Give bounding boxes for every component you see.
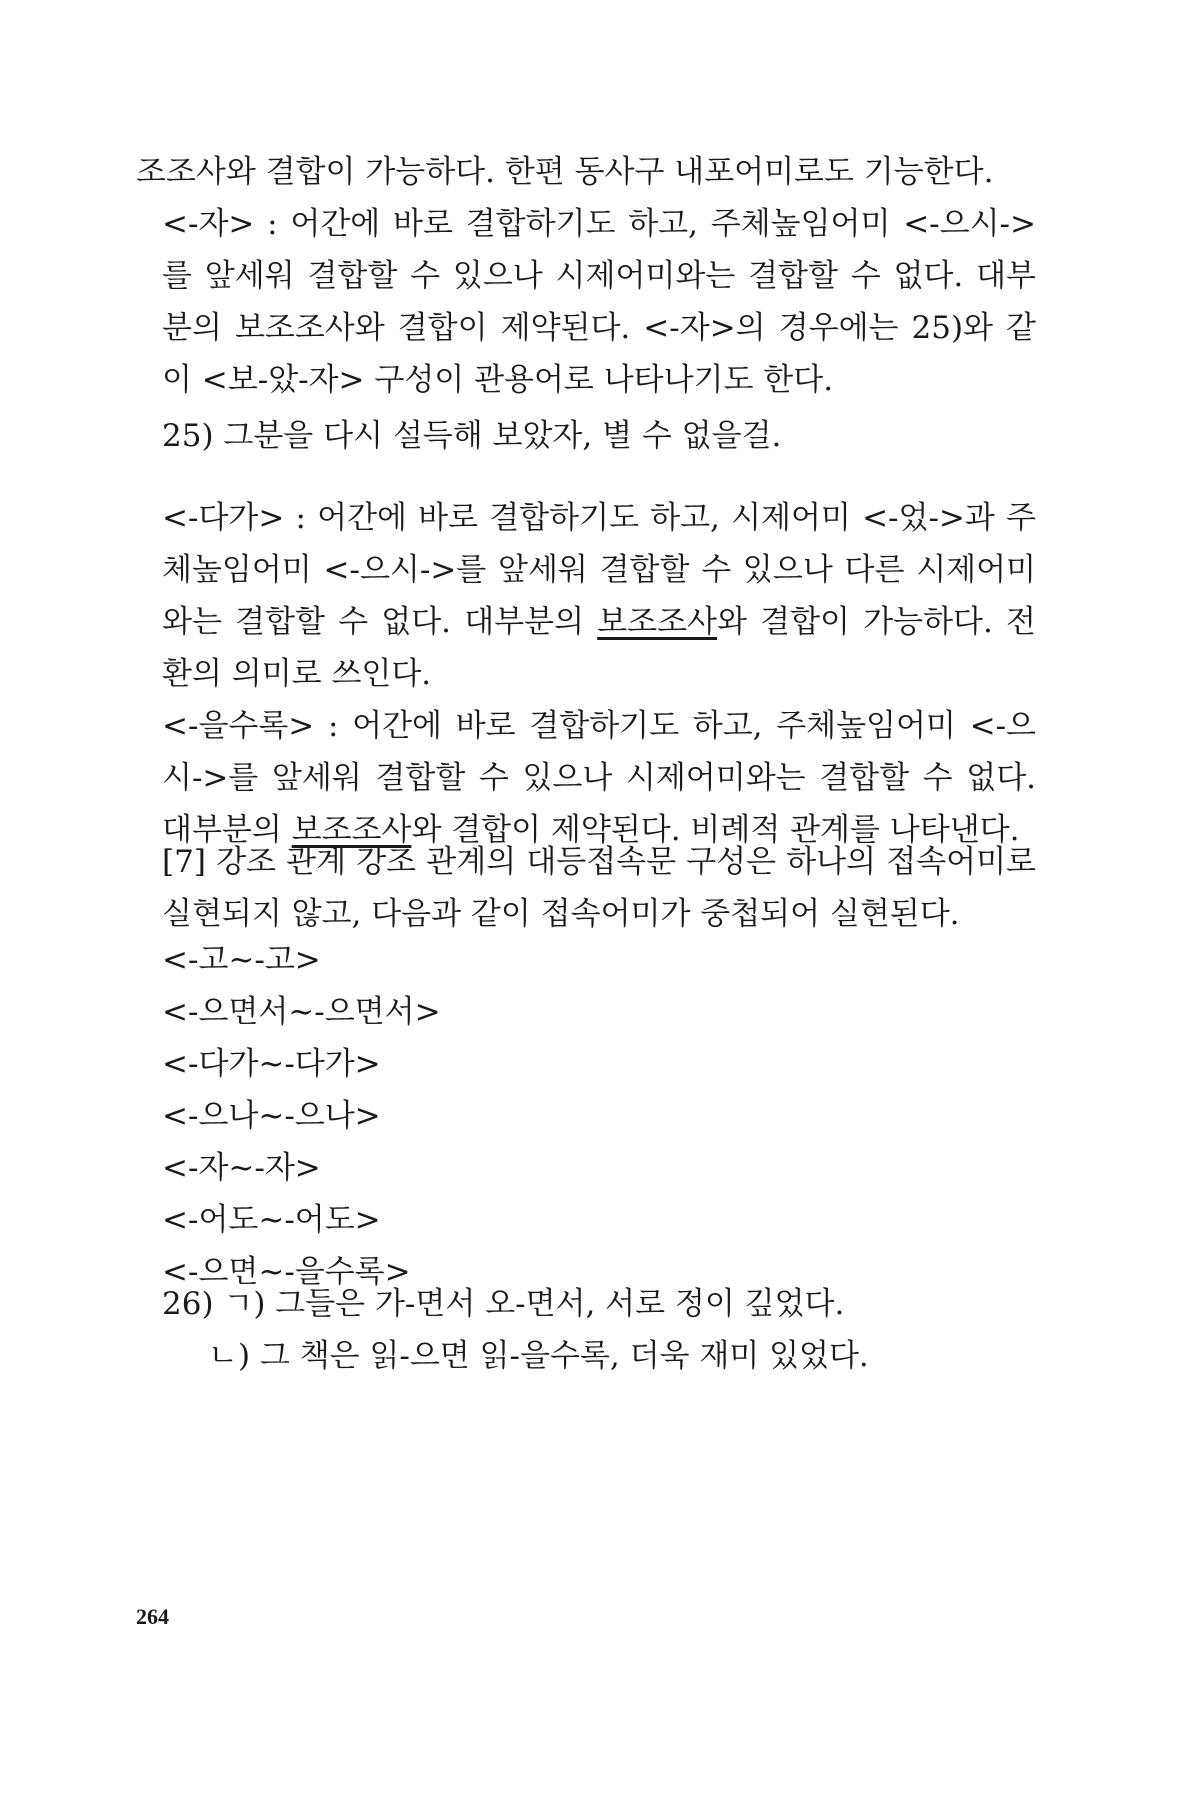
ending-pair-item: <-으면~-을수록> <box>162 1254 411 1290</box>
paragraph-eulsurok <box>136 700 1036 856</box>
paragraph-1: 조조사와 결합이 가능하다. 한편 동사구 내포어미로도 기능한다. <box>136 154 994 190</box>
paragraph-daga <box>136 492 1036 700</box>
example-26-block <box>136 1278 1036 1382</box>
paragraph-daga-part2: 와 결합이 가능하다. 전환의 의미로 쓰인다. <box>162 604 1036 692</box>
text-block-top <box>136 146 1036 406</box>
paragraph-eulsurok-part1: <-을수록> : 어간에 바로 결합하기도 하고, 주체높임어미 <-으시->를 앞세워 결합할 수 있으나 시제어미와는 결합할 수 없다. 대부분의 <box>162 708 1036 848</box>
paragraph-eulsurok-part2: 와 결합이 제약된다. 비례적 관계를 나타낸다. <box>411 812 1020 848</box>
ending-pair-item: <-어도~-어도> <box>162 1202 381 1238</box>
page-number: 264 <box>136 1604 169 1629</box>
ending-pair-item: <-다가~-다가> <box>162 1046 381 1082</box>
ending-pair-item: <-자~-자> <box>162 1150 321 1186</box>
ending-pair-item: <-으나~-으나> <box>162 1098 381 1134</box>
section-7-paragraph: [7] 강조 관계 강조 관계의 대등접속문 구성은 하나의 접속어미로 실현되지 않고, 다음과 같이 접속어미가 중첩되어 실현된다. <box>162 844 1036 932</box>
example-25-block <box>136 410 1036 462</box>
example-25: 25) 그분을 다시 설득해 보았자, 별 수 없을걸. <box>162 418 782 454</box>
paragraph-ja: <-자> : 어간에 바로 결합하기도 하고, 주체높임어미 <-으시->를 앞세워 결합할 수 있으나 시제어미와는 결합할 수 없다. 대부분의 보조조사와 결합이 제약된다. <-자>의 경우에는 25)와 같이 <보-았-자> 구성이 관용어로 나타나기도 한다. <box>162 206 1036 398</box>
paragraph-daga-part1: <-다가> : 어간에 바로 결합하기도 하고, 시제어미 <-었->과 주체높임어미 <-으시->를 앞세워 결합할 수 있으나 다른 시제어미와는 결합할 수 없다. 대부분의 <box>162 500 1036 640</box>
ending-pair-item: <-으면서~-으면서> <box>162 994 441 1030</box>
ending-pairs-list <box>136 934 1036 1298</box>
paragraph-daga-underlined: 보조조사 <box>597 604 718 640</box>
example-26-a: 26) ㄱ) 그들은 가-면서 오-면서, 서로 정이 깊었다. <box>162 1286 845 1322</box>
section-7-block <box>136 836 1036 940</box>
text-block-middle <box>136 492 1036 856</box>
example-26-b: ㄴ) 그 책은 읽-으면 읽-을수록, 더욱 재미 있었다. <box>208 1338 869 1374</box>
ending-pair-item: <-고~-고> <box>162 942 321 978</box>
paragraph-eulsurok-underlined: 보조조사 <box>291 812 412 848</box>
